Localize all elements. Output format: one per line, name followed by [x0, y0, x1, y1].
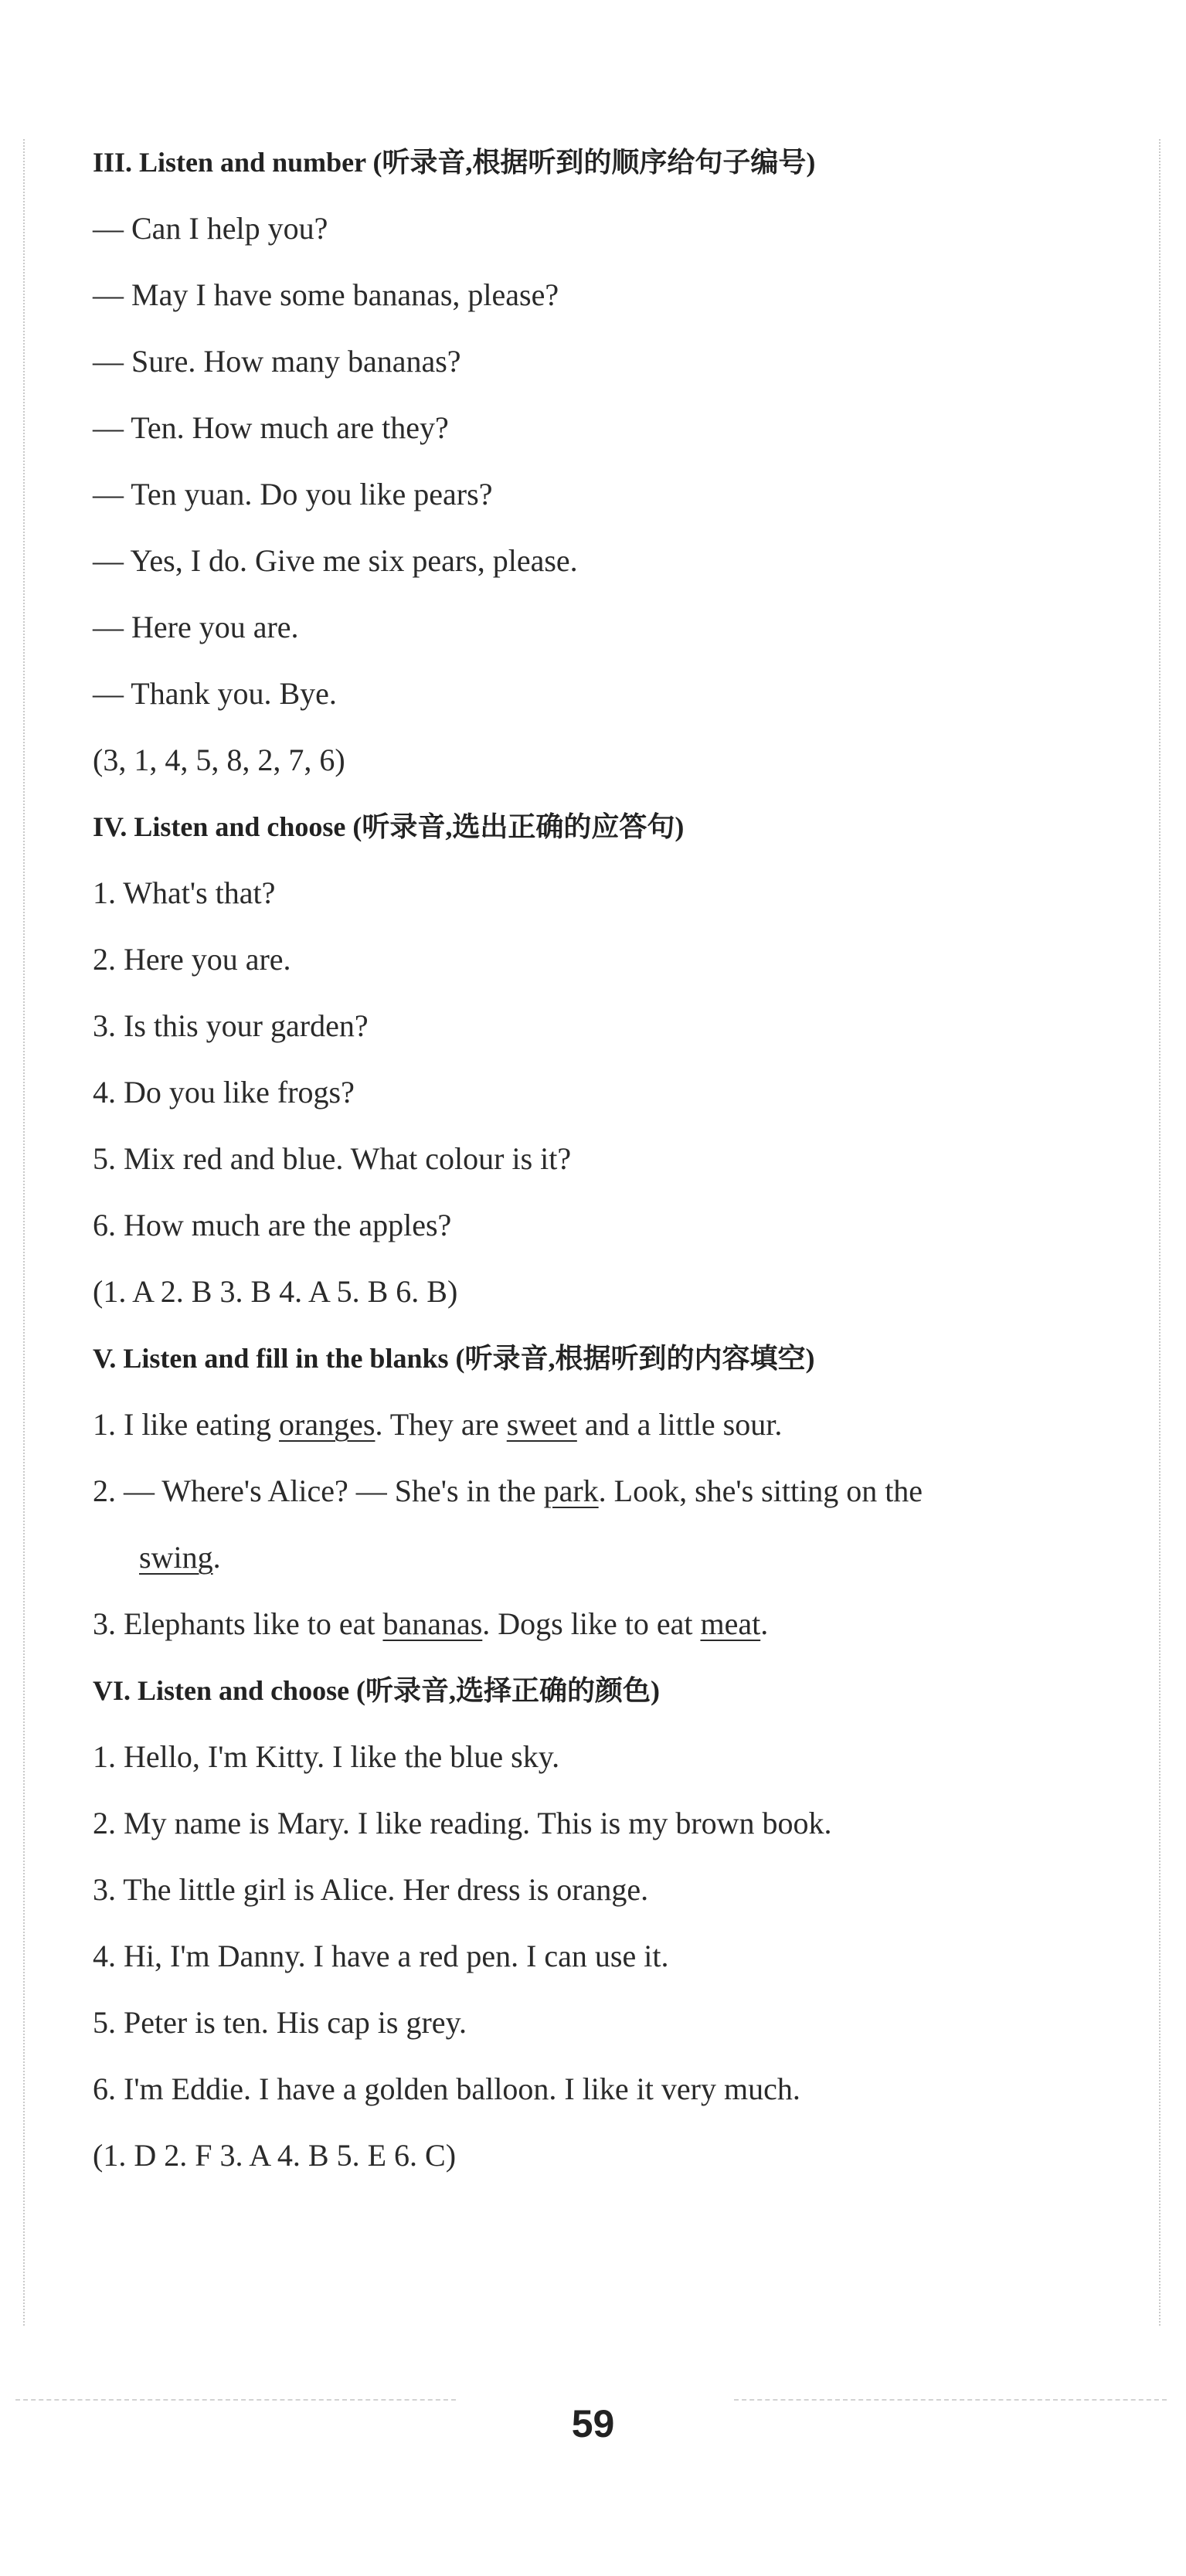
- text: . Look, she's sitting on the: [598, 1473, 923, 1508]
- text: .: [760, 1606, 769, 1641]
- blank-answer: park: [543, 1473, 599, 1508]
- fill-blank-line-1: [93, 1402, 1120, 1468]
- text: .: [212, 1540, 221, 1575]
- left-margin-line: [23, 139, 25, 2326]
- dialogue-line: — Sure. How many bananas?: [93, 344, 461, 379]
- sentence-line: 2. My name is Mary. I like reading. This is my brown book.: [93, 1806, 832, 1840]
- text: 3. Elephants like to eat: [93, 1606, 383, 1641]
- section-3-heading: III. Listen and number (听录音,根据听到的顺序给句子编号): [93, 147, 816, 178]
- fill-blank-line-3: [93, 1601, 1120, 1667]
- sentence-line: 4. Hi, I'm Danny. I have a red pen. I can use it.: [93, 1939, 669, 1973]
- sentence-line: 5. Peter is ten. His cap is grey.: [93, 2005, 467, 2040]
- section-4-answer: (1. A 2. B 3. B 4. A 5. B 6. B): [93, 1274, 458, 1309]
- dialogue-line: — Yes, I do. Give me six pears, please.: [93, 543, 578, 578]
- page-content: [93, 139, 1120, 2199]
- sentence-line: 1. Hello, I'm Kitty. I like the blue sky.: [93, 1739, 560, 1774]
- blank-answer: oranges: [279, 1407, 376, 1442]
- blank-answer: bananas: [382, 1606, 483, 1641]
- dialogue-line: — Ten yuan. Do you like pears?: [93, 477, 493, 511]
- text: and a little sour.: [576, 1407, 783, 1442]
- text: . Dogs like to eat: [482, 1606, 701, 1641]
- dialogue-line: — Can I help you?: [93, 211, 328, 246]
- dialogue-line: — Here you are.: [93, 610, 299, 644]
- section-6-heading: VI. Listen and choose (听录音,选择正确的颜色): [93, 1675, 661, 1706]
- sentence-line: 3. The little girl is Alice. Her dress is orange.: [93, 1872, 649, 1907]
- blank-answer: sweet: [506, 1407, 577, 1442]
- footer-divider-left: [15, 2399, 456, 2401]
- dialogue-line: — Ten. How much are they?: [93, 410, 449, 445]
- question-line: 6. How much are the apples?: [93, 1208, 452, 1242]
- section-4-heading: IV. Listen and choose (听录音,选出正确的应答句): [93, 811, 685, 842]
- question-line: 3. Is this your garden?: [93, 1008, 369, 1043]
- fill-blank-line-2-cont: [93, 1534, 1120, 1601]
- text: 1. I like eating: [93, 1407, 280, 1442]
- section-6-answer: (1. D 2. F 3. A 4. B 5. E 6. C): [93, 2138, 457, 2173]
- blank-answer: swing: [139, 1540, 213, 1575]
- question-line: 4. Do you like frogs?: [93, 1075, 355, 1110]
- question-line: 5. Mix red and blue. What colour is it?: [93, 1141, 572, 1176]
- section-5-heading: V. Listen and fill in the blanks (听录音,根据听到的内容填空): [93, 1343, 815, 1374]
- fill-blank-line-2: [93, 1468, 1120, 1534]
- sentence-line: 6. I'm Eddie. I have a golden balloon. I like it very much.: [93, 2071, 800, 2106]
- text: 2. — Where's Alice? — She's in the: [93, 1473, 544, 1508]
- footer-divider-right: [734, 2399, 1167, 2401]
- text: . They are: [375, 1407, 507, 1442]
- page-number: 59: [571, 2402, 615, 2445]
- dialogue-line: — Thank you. Bye.: [93, 676, 337, 711]
- question-line: 1. What's that?: [93, 875, 276, 910]
- blank-answer: meat: [700, 1606, 761, 1641]
- dialogue-line: — May I have some bananas, please?: [93, 277, 559, 312]
- section-3-answer: (3, 1, 4, 5, 8, 2, 7, 6): [93, 743, 345, 777]
- question-line: 2. Here you are.: [93, 942, 291, 977]
- right-margin-line: [1159, 139, 1161, 2326]
